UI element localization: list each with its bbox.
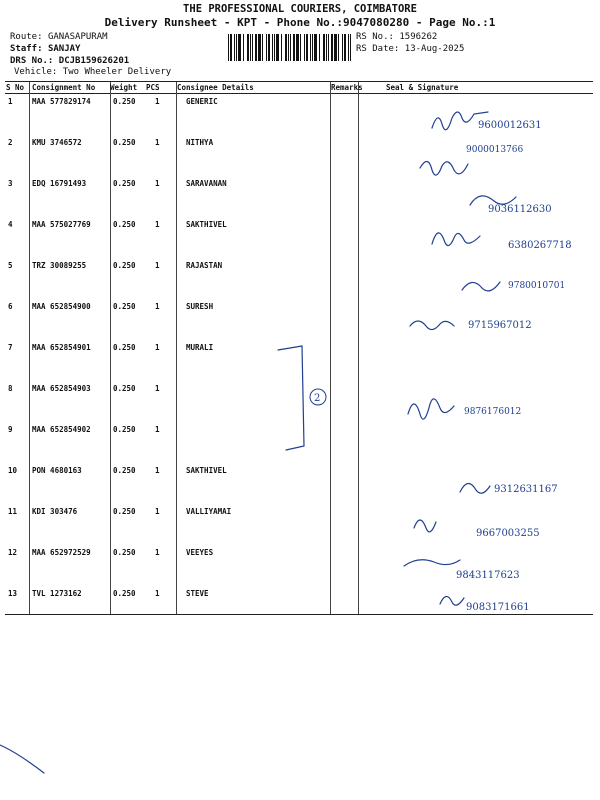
cell-sno: 13 [8,589,18,598]
cell-weight: 0.250 [113,548,136,557]
cell-pcs: 1 [155,97,160,106]
column-divider [29,82,30,614]
cell-consignee: NITHYA [186,138,214,147]
vehicle-field [14,67,171,77]
column-divider [110,82,111,614]
rs-date-value: 13-Aug-2025 [404,44,465,54]
cell-consignee: GENERIC [186,97,218,106]
cell-pcs: 1 [155,343,160,352]
staff-field [10,44,80,54]
rs-no-value: 1596262 [399,32,438,42]
circled-mark-ring [310,389,326,405]
table-top-rule [5,81,593,82]
route-value: GANASAPURAM [47,32,108,42]
header-sno: S No [6,83,25,92]
cell-consignment: MAA 652854902 [32,425,91,434]
drs-field [10,56,129,66]
cell-weight: 0.250 [113,425,136,434]
cell-sno: 7 [8,343,13,352]
handwritten-phone: 9876176012 [464,407,522,417]
cell-consignment: MAA 575027769 [32,220,91,229]
stray-stroke [0,745,44,773]
cell-weight: 0.250 [113,507,136,516]
cell-pcs: 1 [155,466,160,475]
column-divider [330,82,331,614]
route-label: Route: [10,32,43,42]
cell-sno: 6 [8,302,13,311]
vehicle-label: Vehicle: [14,67,58,77]
header-pcs: PCS [146,83,160,92]
rs-no-label: RS No.: [356,32,394,42]
cell-consignment: KDI 303476 [32,507,78,516]
cell-pcs: 1 [155,425,160,434]
signature-mark [440,596,464,605]
cell-consignee: STEVE [186,589,209,598]
cell-consignee: VEEYES [186,548,214,557]
cell-consignee: VALLIYAMAI [186,507,232,516]
cell-consignee: SARAVANAN [186,179,227,188]
cell-weight: 0.250 [113,220,136,229]
cell-consignee: SAKTHIVEL [186,466,227,475]
cell-pcs: 1 [155,179,160,188]
drs-label: DRS No.: [10,56,54,66]
cell-consignment: TRZ 30089255 [32,261,87,270]
rs-no-field [356,32,437,42]
cell-consignee: SAKTHIVEL [186,220,227,229]
cell-consignment: MAA 577829174 [32,97,91,106]
signature-mark [460,483,490,493]
handwritten-phone: 9843117623 [456,570,520,581]
cell-sno: 3 [8,179,13,188]
signature-mark [408,399,454,419]
header-consignee: Consignee Details [177,83,254,92]
cell-pcs: 1 [155,302,160,311]
cell-weight: 0.250 [113,138,136,147]
cell-weight: 0.250 [113,97,136,106]
header-consignment: Consignment No [32,83,96,92]
runsheet-subtitle: Delivery Runsheet - KPT - Phone No.:9047080280 - Page No.:1 [104,16,496,29]
cell-consignee: RAJASTAN [186,261,223,270]
cell-consignment: MAA 652854903 [32,384,91,393]
cell-consignment: MAA 652854901 [32,343,91,352]
header-remarks: Remarks [331,83,363,92]
handwritten-phone: 9600012631 [478,120,542,131]
table-bottom-rule [5,614,593,615]
header-weight: Weight [110,83,138,92]
handwritten-phone: 9667003255 [476,528,540,539]
signature-mark [432,233,480,246]
signature-mark [462,282,500,291]
handwritten-phone: 9000013766 [466,145,524,155]
cell-sno: 8 [8,384,13,393]
cell-weight: 0.250 [113,589,136,598]
cell-weight: 0.250 [113,343,136,352]
header-seal-signature: Seal & Signature [386,83,459,92]
column-divider [176,82,177,614]
cell-pcs: 1 [155,548,160,557]
handwritten-phone: 9715967012 [468,320,532,331]
cell-weight: 0.250 [113,466,136,475]
cell-consignment: KMU 3746572 [32,138,82,147]
drs-value: DCJB159626201 [58,56,130,66]
cell-sno: 9 [8,425,13,434]
cell-pcs: 1 [155,220,160,229]
cell-consignment: MAA 652854900 [32,302,91,311]
handwritten-phone: 9036112630 [488,204,552,215]
cell-consignment: MAA 652972529 [32,548,91,557]
signature-mark [432,112,488,130]
vehicle-value: Two Wheeler Delivery [62,67,172,77]
company-title: THE PROFESSIONAL COURIERS, COIMBATORE [183,3,417,15]
cell-pcs: 1 [155,384,160,393]
signature-mark [420,161,468,175]
column-divider [358,82,359,614]
cell-consignment: PON 4680163 [32,466,82,475]
cell-sno: 12 [8,548,18,557]
cell-weight: 0.250 [113,302,136,311]
handwritten-phone: 6380267718 [508,240,572,251]
cell-sno: 5 [8,261,13,270]
signature-mark [404,560,460,566]
cell-weight: 0.250 [113,261,136,270]
handwritten-phone: 9312631167 [494,484,558,495]
cell-pcs: 1 [155,261,160,270]
cell-pcs: 1 [155,507,160,516]
cell-pcs: 1 [155,138,160,147]
signature-mark [414,520,436,532]
signature-mark [470,196,516,205]
cell-sno: 4 [8,220,13,229]
staff-value: SANJAY [47,44,81,54]
cell-sno: 10 [8,466,18,475]
table-header-rule [5,93,593,94]
cell-sno: 11 [8,507,18,516]
cell-sno: 2 [8,138,13,147]
cell-weight: 0.250 [113,179,136,188]
circled-mark: 2 [314,393,321,404]
rs-date-field [356,44,464,54]
barcode-image [228,34,353,61]
cell-consignee: MURALI [186,343,214,352]
bracket-stroke [278,346,304,450]
cell-pcs: 1 [155,589,160,598]
handwritten-phone: 9083171661 [466,602,530,613]
rs-date-label: RS Date: [356,44,400,54]
cell-weight: 0.250 [113,384,136,393]
cell-consignment: EDQ 16791493 [32,179,87,188]
cell-sno: 1 [8,97,13,106]
signature-mark [410,321,454,330]
staff-label: Staff: [10,44,43,54]
cell-consignment: TVL 1273162 [32,589,82,598]
route-field [10,32,108,42]
cell-consignee: SURESH [186,302,214,311]
handwritten-phone: 9780010701 [508,281,566,291]
